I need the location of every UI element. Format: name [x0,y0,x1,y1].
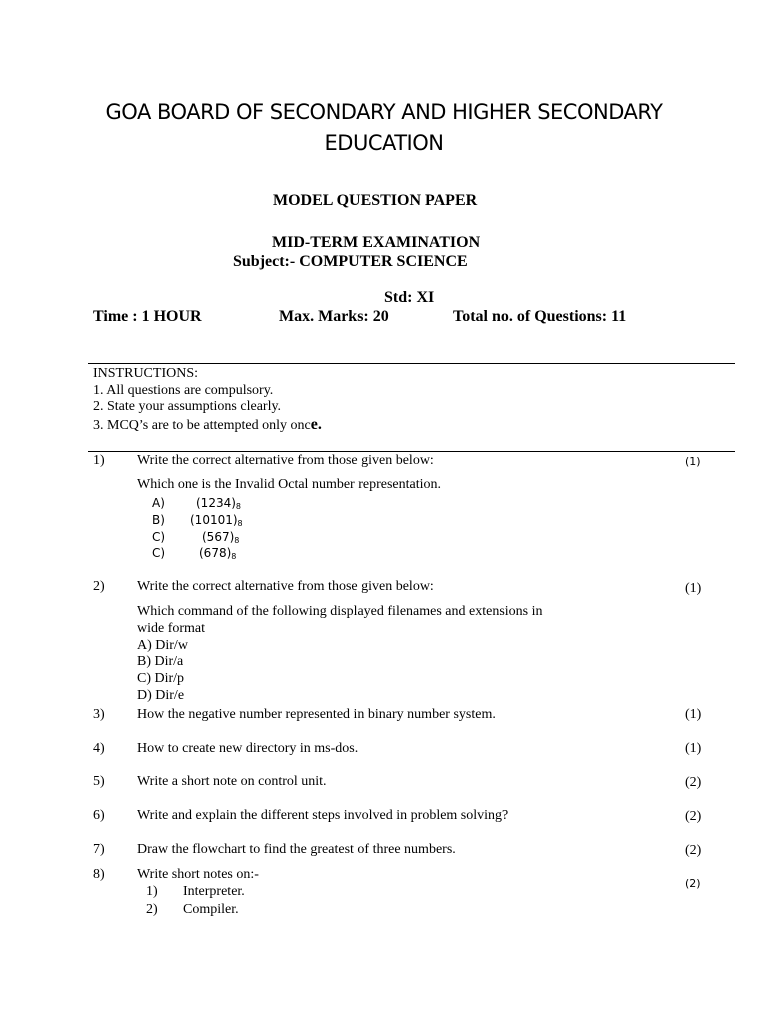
q1-option-b: $(10101)_8$ [190,513,243,528]
q3-text: How the negative number represented in binary number system. [137,707,496,722]
q8-marks: (2) [685,877,701,890]
q1-option-d-label: C) [152,546,166,560]
q2-sub-line1: Which command of the following displayed filenames and extensions in [137,604,543,619]
q2-option-c: C) Dir/p [137,671,185,686]
q1-text: Write the correct alternative from those given below: [137,453,434,468]
q2-text: Write the correct alternative from those given below: [137,579,434,594]
q2-number: 2) [93,579,105,594]
q6-text: Write and explain the different steps involved in problem solving? [137,808,509,823]
q3-number: 3) [93,707,105,722]
total-questions: Total no. of Questions: 11 [453,308,627,325]
q4-text: How to create new directory in ms-dos. [137,741,359,756]
q1-sub: Which one is the Invalid Octal number representation. [137,477,442,492]
board-title-line2: EDUCATION [324,131,444,155]
instruction-3-end: e. [310,416,322,433]
q1-option-b-label: B) [152,513,165,527]
instruction-3 [93,416,322,434]
q6-marks: (2) [685,809,702,824]
time: Time : 1 HOUR [93,308,202,325]
q4-number: 4) [93,741,105,756]
bottom-rule [88,451,735,452]
exam-name: MID-TERM EXAMINATION [272,234,481,251]
max-marks: Max. Marks: 20 [279,308,389,325]
q1-number: 1) [93,453,105,468]
instructions-title: INSTRUCTIONS: [93,366,199,381]
q2-sub-line2: wide format [137,621,206,636]
q8-item-1-text: Interpreter. [183,884,245,899]
q2-marks: (1) [685,581,702,596]
q8-text: Write short notes on:- [137,867,259,882]
q7-number: 7) [93,842,105,857]
q2-option-d: D) Dir/e [137,688,185,703]
board-title-line1: GOA BOARD OF SECONDARY AND HIGHER SECONDARY [105,100,663,124]
q1-option-a: $(1234)_8$ [196,496,241,511]
q5-text: Write a short note on control unit. [137,774,327,789]
q7-text: Draw the flowchart to find the greatest of three numbers. [137,842,456,857]
subject: Subject:- COMPUTER SCIENCE [233,253,468,270]
top-rule [88,363,735,364]
q1-option-c-label: C) [152,530,166,544]
q8-item-2-text: Compiler. [183,902,239,917]
q1-option-a-label: A) [152,496,165,510]
q8-item-2-number: 2) [146,902,158,917]
std: Std: XI [384,289,435,306]
instruction-1: 1. All questions are compulsory. [93,383,274,398]
q5-marks: (2) [685,775,702,790]
instruction-2: 2. State your assumptions clearly. [93,399,282,414]
instruction-3-text: 3. MCQ’s are to be attempted only onc [93,418,311,433]
q4-marks: (1) [685,741,702,756]
q8-item-1-number: 1) [146,884,158,899]
q2-option-a: A) Dir/w [137,638,188,653]
q3-marks: (1) [685,707,702,722]
q7-marks: (2) [685,843,702,858]
q1-marks: (1) [685,455,701,468]
paper-type: MODEL QUESTION PAPER [273,192,478,209]
q6-number: 6) [93,808,105,823]
q2-option-b: B) Dir/a [137,654,184,669]
q8-number: 8) [93,867,105,882]
q1-option-d: $(678)_8$ [199,546,237,561]
q1-option-c: $(567)_8$ [202,530,240,545]
q5-number: 5) [93,774,105,789]
